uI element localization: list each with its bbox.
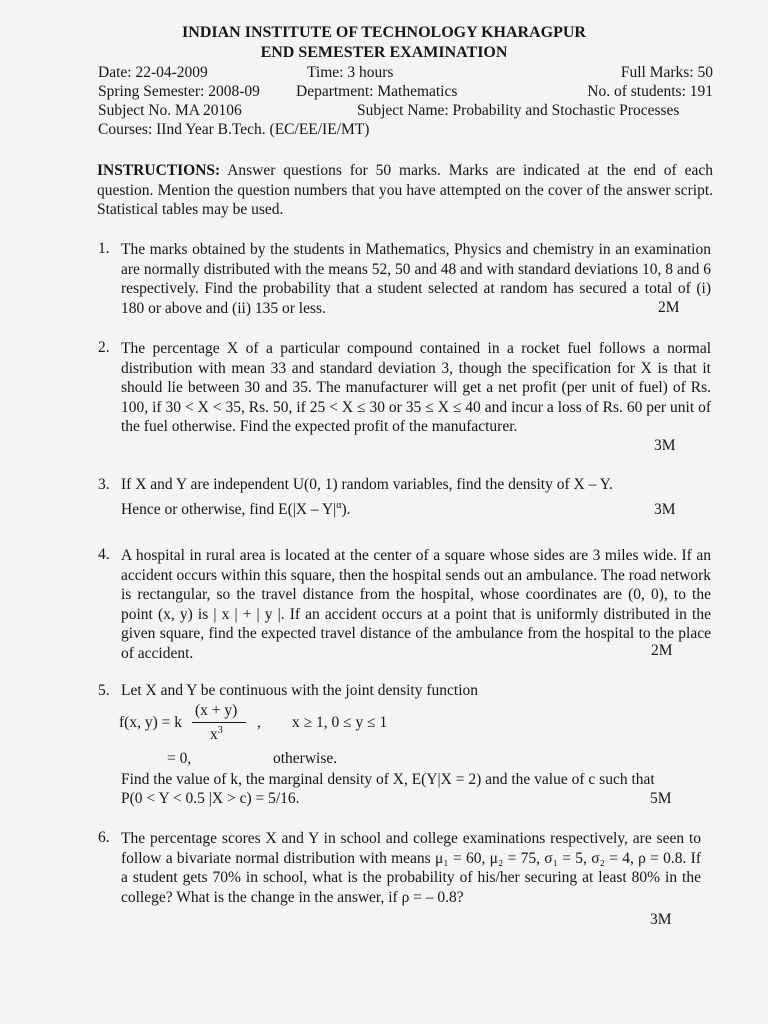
question-6-marks: 3M [650,911,672,928]
full-marks: Full Marks: 50 [620,64,713,81]
question-5-text: Find the value of k, the marginal density of X, E(Y|X = 2) and the value of c such that [121,771,655,788]
semester: Spring Semester: 2008-09 [98,83,260,100]
subject-name: Subject Name: Probability and Stochastic Processes [357,102,680,119]
question-5-last: P(0 < Y < 0.5 |X > c) = 5/16. [121,790,300,807]
question-3-close: ). [341,501,351,519]
denominator-base: x [210,726,218,744]
exam-date: Date: 22-04-2009 [98,64,208,81]
question-4-marks: 2M [651,642,673,659]
question-4-text: A hospital in rural area is located at the center of a square whose sides are 3 miles wide. If an accident occurs within this square, then the hospital sends out an ambulance. The road network is rectangular, so the travel distance from the hospital, whose coordinates are (0, 0), to the point (x, y) is | x | + | y |. If an accident occurs at a point that is uniformly distributed in the given square, find the expected travel distance of the ambulance from the hospital to the place of accident. [121,547,711,662]
question-number: 3. [98,476,110,493]
question-1-marks: 2M [658,299,680,316]
density-comma: , [257,714,261,731]
density-zero: = 0, [167,750,192,767]
instructions-text: Answer questions for 50 marks. Marks are indicated at the end of each question. Mention the question numbers that you have attempted on the cover of the answer script. Statistical tables may be used. [97,162,713,218]
density-otherwise: otherwise. [273,750,338,767]
question-3-marks: 3M [654,501,676,518]
question-number: 4. [98,546,110,563]
institute-title: INDIAN INSTITUTE OF TECHNOLOGY KHARAGPUR [182,24,586,41]
question-3-line-1: If X and Y are independent U(0, 1) random variables, find the density of X – Y. [121,476,613,493]
department: Department: Mathematics [296,83,458,100]
instructions [97,161,713,220]
question-number: 5. [98,682,110,699]
fraction-bar [192,722,246,723]
question-number: 6. [98,829,110,846]
denominator-exponent: 3 [217,725,223,736]
instructions-label: INSTRUCTIONS: [97,162,221,179]
courses: Courses: IInd Year B.Tech. (EC/EE/IE/MT) [98,121,370,138]
exam-time: Time: 3 hours [307,64,394,81]
question-3-line-2 [121,500,351,519]
question-6-text: The percentage scores X and Y in school and college examinations respectively, are seen to follow a bivariate normal distribution with means μ₁ = 60, μ₂ = 75, σ₁ = 5, σ₂ = 4, ρ = 0.8. If a student gets 70% in school, what is the probability of his/her securing at least 80% in the college? What is the change in the answer, if ρ = – 0.8? [121,830,701,906]
density-function-lhs: f(x, y) = k [119,714,182,731]
exam-title: END SEMESTER EXAMINATION [260,44,508,61]
question-5-intro: Let X and Y be continuous with the joint density function [121,682,479,699]
question-number: 1. [98,240,110,257]
student-count: No. of students: 191 [587,83,713,100]
question-5-marks: 5M [650,790,672,807]
question-2-text: The percentage X of a particular compound contained in a rocket fuel follows a normal distribution with mean 33 and standard deviation 3, though the specification for X is that it should lie between 30 and 35. The manufacturer will get a net profit (per unit of fuel) of Rs. 100, if 30 < X < 35, Rs. 50, if 25 < X ≤ 30 or 35 ≤ X ≤ 40 and incur a loss of Rs. 60 per unit of the fuel otherwise. Find the expected profit of the manufacturer. [121,340,711,435]
question-1-text: The marks obtained by the students in Mathematics, Physics and chemistry in an examination are normally distributed with the means 52, 50 and 48 and with standard deviations 10, 8 and 6 respectively. Find the probability that a student selected at random has secured a total of (i) 180 or above and (ii) 135 or less. [121,241,711,317]
density-denominator [210,725,223,744]
density-condition: x ≥ 1, 0 ≤ y ≤ 1 [292,714,388,731]
question-number: 2. [98,339,110,356]
question-3-expectation: Hence or otherwise, find E(|X – Y| [121,501,337,519]
density-numerator: (x + y) [195,702,238,719]
alpha-exponent: α [336,500,342,511]
question-2-marks: 3M [654,437,676,454]
subject-number: Subject No. MA 20106 [98,102,242,119]
